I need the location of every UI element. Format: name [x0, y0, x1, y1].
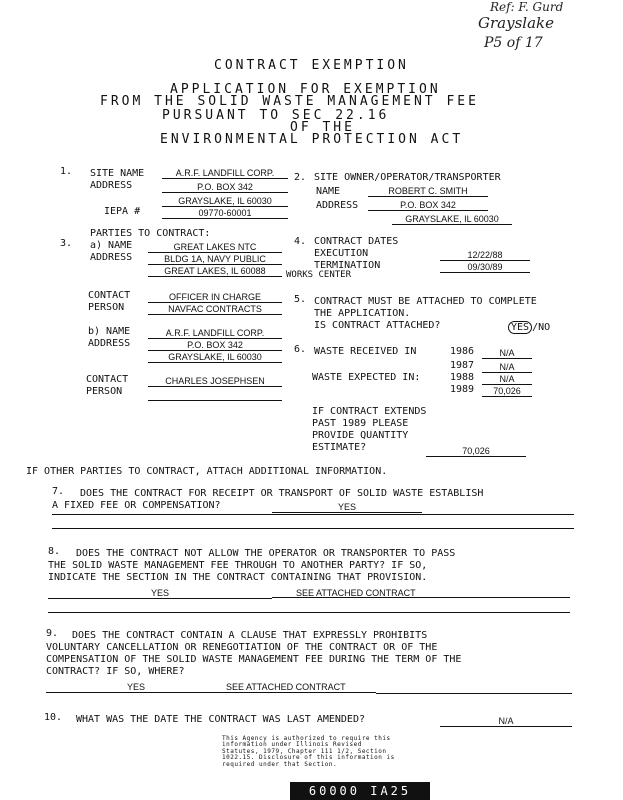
form-subtitle-1: APPLICATION FOR EXEMPTION	[170, 82, 441, 97]
owner-label: SITE OWNER/OPERATOR/TRANSPORTER	[314, 172, 501, 183]
q8-line3: INDICATE THE SECTION IN THE CONTRACT CONTAINING THAT PROVISION.	[48, 572, 428, 583]
waste-received-label: WASTE RECEIVED IN	[314, 346, 417, 357]
party-b-address-line2[interactable]: GRAYSLAKE, IL 60030	[148, 352, 282, 363]
handwritten-note-1: Ref: F. Gurd	[490, 0, 564, 14]
year-1988: 1988	[450, 372, 475, 383]
extends-line2: PAST 1989 PLEASE	[312, 418, 409, 429]
section3-number: 3.	[60, 238, 73, 249]
termination-label: TERMINATION	[314, 260, 381, 271]
parties-label: PARTIES TO CONTRACT:	[90, 228, 211, 239]
q9-number: 9.	[46, 628, 59, 639]
party-b-name-label: b) NAME	[88, 326, 131, 337]
extends-line3: PROVIDE QUANTITY	[312, 430, 409, 441]
q8-answer-detail[interactable]: SEE ATTACHED CONTRACT	[272, 588, 570, 598]
contract-attach-line1: CONTRACT MUST BE ATTACHED TO COMPLETE	[314, 296, 537, 307]
section2-number: 2.	[294, 172, 307, 183]
year-1987: 1987	[450, 360, 475, 371]
execution-label: EXECUTION	[314, 248, 369, 259]
party-a-contact-label: CONTACT	[88, 290, 131, 301]
iepa-number-field[interactable]: 09770-60001	[162, 208, 288, 219]
party-b-address-label: ADDRESS	[88, 338, 131, 349]
q9-line1: DOES THE CONTRACT CONTAIN A CLAUSE THAT EXPRESSLY PROHIBITS	[72, 630, 428, 641]
no-option[interactable]: NO	[538, 322, 551, 333]
party-a-person-label: PERSON	[88, 302, 125, 313]
party-b-name-field[interactable]: A.R.F. LANDFILL CORP.	[148, 328, 282, 339]
q10-question: WHAT WAS THE DATE THE CONTRACT WAS LAST AMENDED?	[76, 714, 365, 725]
owner-address-line2[interactable]: GRAYSLAKE, IL 60030	[392, 214, 512, 225]
q10-number: 10.	[44, 712, 63, 723]
extends-line1: IF CONTRACT EXTENDS	[312, 406, 427, 417]
q7-line1: DOES THE CONTRACT FOR RECEIPT OR TRANSPORT OF SOLID WASTE ESTABLISH	[80, 488, 484, 499]
q9-answer-detail[interactable]: SEE ATTACHED CONTRACT	[226, 682, 376, 693]
party-b-person-label: PERSON	[86, 386, 123, 397]
iepa-label: IEPA #	[104, 206, 141, 217]
contract-attach-question: IS CONTRACT ATTACHED?	[314, 320, 441, 331]
contract-attach-line2: THE APPLICATION.	[314, 308, 411, 319]
party-a-name-field[interactable]: GREAT LAKES NTC	[148, 242, 282, 253]
termination-date-field[interactable]: 09/30/89	[440, 262, 530, 273]
handwritten-note-3: P5 of 17	[484, 35, 543, 51]
party-a-contact-line2[interactable]: NAVFAC CONTRACTS	[148, 304, 282, 315]
form-subtitle-2: FROM THE SOLID WASTE MANAGEMENT FEE	[100, 94, 479, 109]
q9-line3: COMPENSATION OF THE SOLID WASTE MANAGEMENT FEE DURING THE TERM OF THE	[46, 654, 462, 665]
form-subtitle-4: OF THE	[290, 120, 355, 135]
site-name-label: SITE NAME	[90, 168, 145, 179]
yes-circled-option[interactable]: YES	[508, 321, 532, 334]
site-address-line2[interactable]: GRAYSLAKE, IL 60030	[162, 196, 288, 207]
site-address-label: ADDRESS	[90, 180, 133, 191]
contract-attached-answer[interactable]	[508, 322, 550, 333]
q9-line2: VOLUNTARY CANCELLATION OR RENEGOTIATION OF THE CONTRACT OR OF THE	[46, 642, 438, 653]
document-stamp: 60000 IA25	[290, 782, 430, 800]
handwritten-note-2: Grayslake	[478, 14, 554, 32]
owner-address-line1[interactable]: P.O. BOX 342	[368, 200, 488, 211]
yes-no-separator: /	[532, 322, 539, 333]
party-b-contact-label: CONTACT	[86, 374, 129, 385]
estimate-field[interactable]: 70,026	[426, 446, 526, 457]
site-address-line1[interactable]: P.O. BOX 342	[162, 182, 288, 193]
q8-line2: THE SOLID WASTE MANAGEMENT FEE THROUGH TO ANOTHER PARTY? IF SO,	[48, 560, 428, 571]
owner-name-field[interactable]: ROBERT C. SMITH	[368, 186, 488, 197]
section4-number: 4.	[294, 236, 307, 247]
year-1989: 1989	[450, 384, 475, 395]
execution-date-field[interactable]: 12/22/88	[440, 250, 530, 261]
section5-number: 5.	[294, 294, 307, 305]
other-parties-note: IF OTHER PARTIES TO CONTRACT, ATTACH ADDITIONAL INFORMATION.	[26, 466, 388, 477]
section6-number: 6.	[294, 344, 307, 355]
contract-dates-label: CONTRACT DATES	[314, 236, 399, 247]
waste-1989-field[interactable]: 70,026	[482, 386, 532, 397]
party-a-address-line2[interactable]: GREAT LAKES, IL 60088	[148, 266, 282, 277]
waste-1987-field[interactable]: N/A	[482, 362, 532, 373]
owner-address-label: ADDRESS	[316, 200, 359, 211]
party-b-address-line1[interactable]: P.O. BOX 342	[148, 340, 282, 351]
party-a-address-label: ADDRESS	[90, 252, 133, 263]
party-a-name-label: a) NAME	[90, 240, 133, 251]
extends-line4: ESTIMATE?	[312, 442, 367, 453]
q8-answer-field[interactable]: YES	[48, 588, 272, 599]
party-a-address-extra: WORKS CENTER	[286, 270, 352, 280]
section1-number: 1.	[60, 166, 73, 177]
q8-number: 8.	[48, 546, 61, 557]
q7-number: 7.	[52, 486, 65, 497]
q8-line1: DOES THE CONTRACT NOT ALLOW THE OPERATOR OR TRANSPORTER TO PASS	[76, 548, 456, 559]
waste-expected-label: WASTE EXPECTED IN:	[312, 372, 421, 383]
party-b-contact-field[interactable]: CHARLES JOSEPHSEN	[148, 376, 282, 387]
q9-answer-field[interactable]: YES	[46, 682, 226, 693]
party-a-address-line1[interactable]: BLDG 1A, NAVY PUBLIC	[148, 254, 282, 265]
q10-answer-field[interactable]: N/A	[440, 716, 572, 727]
waste-1988-field[interactable]: N/A	[482, 374, 532, 385]
form-subtitle-5: ENVIRONMENTAL PROTECTION ACT	[160, 132, 464, 147]
site-name-field[interactable]: A.R.F. LANDFILL CORP.	[162, 168, 288, 179]
owner-name-label: NAME	[316, 186, 341, 197]
year-1986: 1986	[450, 346, 475, 357]
q9-line4: CONTRACT? IF SO, WHERE?	[46, 666, 185, 677]
party-a-contact-line1[interactable]: OFFICER IN CHARGE	[148, 292, 282, 303]
q7-answer-field[interactable]: YES	[272, 502, 422, 513]
waste-1986-field[interactable]: N/A	[482, 348, 532, 359]
form-subtitle-3: PURSUANT TO SEC 22.16	[162, 108, 390, 123]
q7-line2: A FIXED FEE OR COMPENSATION?	[52, 500, 221, 511]
form-title: CONTRACT EXEMPTION	[214, 58, 409, 73]
disclosure-notice: This Agency is authorized to require this information under Illinois Revised Statutes, 1979, Chapter 111 1/2, Section 1022.15. Disclosure of this information is required under that Section.	[222, 735, 395, 768]
